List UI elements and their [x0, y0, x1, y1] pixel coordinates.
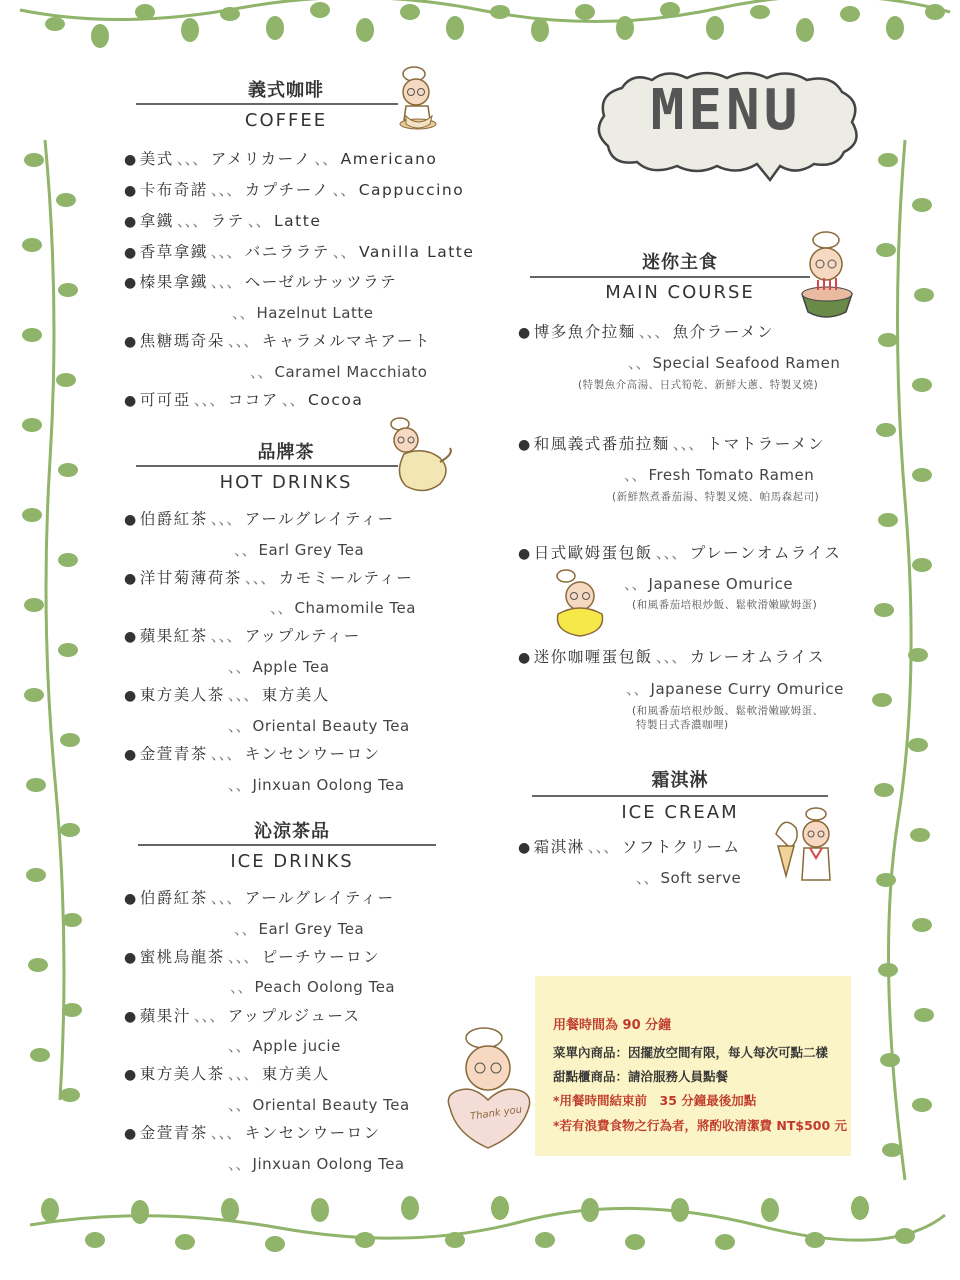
ice-item-apple-juice: [124, 1004, 361, 1026]
item-zh: 伯爵紅茶: [139, 510, 208, 528]
item-ja: ソフトクリーム: [621, 838, 741, 856]
main-item-tomato-ramen-note: (新鮮熬煮番茄湯、特製叉燒、帕馬森起司): [612, 491, 820, 503]
coffee-item-vanilla-latte: [124, 240, 474, 262]
item-en: Cappuccino: [358, 181, 465, 199]
bullet: ●: [124, 1009, 138, 1025]
separator: 、、: [332, 243, 357, 261]
coffee-title-en: COFFEE: [244, 110, 328, 131]
bullet: ●: [124, 245, 138, 261]
separator: 、、、: [210, 243, 242, 261]
item-ja: アールグレイティー: [244, 889, 395, 907]
hot-item-chamomile-en: [270, 597, 416, 618]
item-ja: ラテ: [210, 212, 245, 230]
ice-item-earl-grey: [124, 886, 395, 908]
item-ja: 東方美人: [261, 1065, 330, 1083]
separator: 、、: [234, 541, 257, 559]
main-item-curry-omurice-note: (和風番茄培根炒飯、鬆軟滑嫩歐姆蛋、: [632, 705, 824, 717]
coffee-rule: [136, 103, 398, 105]
item-ja: 東方美人: [261, 686, 330, 704]
main-item-omurice-note: (和風番茄培根炒飯、鬆軟滑嫩歐姆蛋): [632, 599, 818, 611]
item-zh: 卡布奇諾: [139, 181, 208, 199]
hot-item-earl-grey-en: [234, 539, 364, 560]
item-en: Earl Grey Tea: [258, 920, 365, 938]
item-en: Latte: [274, 212, 322, 230]
coffee-item-americano: [124, 147, 437, 169]
separator: 、、: [624, 575, 647, 593]
chef-teapot-illustration: [384, 414, 456, 496]
separator: 、、、: [655, 648, 687, 666]
chef-thank-you-illustration: [440, 1024, 538, 1154]
hot-item-chamomile: [124, 566, 413, 588]
bullet: ●: [518, 437, 532, 453]
item-en: Oriental Beauty Tea: [252, 717, 410, 735]
separator: 、、: [228, 776, 251, 794]
coffee-item-latte: [124, 209, 321, 231]
hot-drinks-title-zh: 品牌茶: [257, 442, 315, 463]
bullet: ●: [124, 183, 138, 199]
ice-item-jinxuan: [124, 1121, 381, 1143]
item-ja: アメリカーノ: [210, 150, 312, 168]
ice-item-earl-grey-en: [234, 918, 364, 939]
separator: 、、、: [210, 889, 242, 907]
separator: 、、、: [210, 1124, 242, 1142]
item-ja: アップルジュース: [227, 1007, 361, 1025]
item-zh: 日式歐姆蛋包飯: [533, 544, 653, 562]
separator: 、、: [628, 354, 651, 372]
bullet: ●: [518, 325, 532, 341]
notice-last-order: *用餐時間結束前 35 分鐘最後加點: [553, 1093, 757, 1108]
item-en: Oriental Beauty Tea: [252, 1096, 410, 1114]
main-item-curry-omurice: [518, 645, 825, 667]
item-en: Hazelnut Latte: [256, 304, 374, 322]
hot-item-earl-grey: [124, 507, 395, 529]
main-course-rule: [530, 276, 810, 278]
separator: 、、、: [227, 1065, 259, 1083]
main-item-omurice-en: [624, 573, 793, 594]
separator: 、、: [332, 181, 356, 199]
hot-item-jinxuan: [124, 742, 381, 764]
bullet: ●: [124, 393, 138, 409]
ice-item-apple-juice-en: [228, 1035, 341, 1056]
item-zh: 伯爵紅茶: [139, 889, 208, 907]
separator: 、、、: [587, 838, 619, 856]
separator: 、、: [636, 869, 659, 887]
separator: 、、: [250, 363, 273, 381]
bullet: ●: [518, 840, 532, 856]
notice-dessert-items: 甜點櫃商品：請洽服務人員點餐: [553, 1069, 729, 1084]
item-ja: カプチーノ: [244, 181, 330, 199]
separator: 、、、: [210, 273, 242, 291]
item-en: Chamomile Tea: [294, 599, 416, 617]
coffee-item-cocoa: [124, 388, 363, 410]
item-en: Jinxuan Oolong Tea: [252, 1155, 405, 1173]
bullet: ●: [124, 512, 138, 528]
item-zh: 美式: [139, 150, 174, 168]
separator: 、、、: [227, 948, 259, 966]
item-en: Special Seafood Ramen: [652, 354, 841, 372]
item-zh: 蘋果汁: [139, 1007, 191, 1025]
separator: 、、: [232, 304, 255, 322]
bullet: ●: [124, 688, 138, 704]
dining-notice-box: [535, 976, 851, 1156]
main-item-seafood-ramen-note: (特製魚介高湯、日式筍乾、新鮮大蔥、特製叉燒): [578, 379, 819, 391]
main-item-seafood-ramen-en: [628, 352, 840, 373]
main-item-omurice: [518, 541, 841, 563]
item-en: Americano: [340, 150, 438, 168]
separator: 、、: [234, 920, 257, 938]
ice-cream-item-soft-serve: [518, 835, 740, 857]
item-zh: 東方美人茶: [139, 1065, 225, 1083]
coffee-item-cappuccino: [124, 178, 464, 200]
item-en: Caramel Macchiato: [274, 363, 428, 381]
item-en: Fresh Tomato Ramen: [648, 466, 815, 484]
bullet: ●: [124, 334, 138, 350]
separator: 、、: [626, 680, 649, 698]
separator: 、、: [270, 599, 293, 617]
main-item-tomato-ramen: [518, 432, 825, 454]
separator: 、、: [228, 658, 251, 676]
item-en: Vanilla Latte: [359, 243, 475, 261]
item-ja: トマトラーメン: [706, 435, 825, 453]
separator: 、、: [228, 1155, 251, 1173]
ice-item-oriental-beauty-en: [228, 1094, 410, 1115]
separator: 、、: [228, 717, 251, 735]
separator: 、、: [624, 466, 647, 484]
separator: 、、、: [210, 181, 242, 199]
separator: 、、、: [193, 391, 225, 409]
thank-you-label: Thank you: [469, 1104, 523, 1123]
hot-item-apple-tea-en: [228, 656, 330, 677]
separator: 、、、: [227, 686, 259, 704]
bullet: ●: [124, 747, 138, 763]
bullet: ●: [518, 546, 532, 562]
bullet: ●: [124, 1126, 138, 1142]
item-zh: 霜淇淋: [533, 838, 585, 856]
bullet: ●: [518, 650, 532, 666]
notice-dining-time: 用餐時間為 90 分鐘: [553, 1018, 672, 1033]
separator: 、、、: [210, 745, 242, 763]
item-ja: バニララテ: [244, 243, 330, 261]
item-en: Apple jucie: [252, 1037, 341, 1055]
item-ja: 魚介ラーメン: [672, 323, 774, 341]
item-en: Jinxuan Oolong Tea: [252, 776, 405, 794]
item-zh: 焦糖瑪奇朵: [139, 332, 225, 350]
separator: 、、: [228, 1037, 251, 1055]
main-item-curry-omurice-en: [626, 678, 844, 699]
ice-cream-rule: [532, 795, 828, 797]
ice-item-peach-oolong-en: [230, 976, 395, 997]
separator: 、、、: [176, 212, 208, 230]
chef-ramen-illustration: [796, 228, 858, 326]
item-en: Earl Grey Tea: [258, 541, 365, 559]
menu-title: MENU: [650, 78, 802, 143]
item-zh: 蘋果紅茶: [139, 627, 208, 645]
separator: 、、: [247, 212, 272, 230]
bullet: ●: [124, 152, 138, 168]
hot-item-oriental-beauty: [124, 683, 330, 705]
separator: 、、、: [244, 569, 276, 587]
separator: 、、: [281, 391, 306, 409]
main-item-curry-omurice-note-2: 特製日式香濃咖哩): [636, 719, 729, 731]
item-en: Japanese Omurice: [648, 575, 794, 593]
item-zh: 可可亞: [139, 391, 191, 409]
coffee-item-hazelnut-latte-en: [232, 302, 373, 323]
ice-item-oriental-beauty: [124, 1062, 330, 1084]
item-zh: 金萱青茶: [139, 1124, 208, 1142]
hot-item-oriental-beauty-en: [228, 715, 410, 736]
item-zh: 拿鐵: [139, 212, 174, 230]
chef-ice-cream-illustration: [770, 804, 840, 890]
item-en: Japanese Curry Omurice: [650, 680, 844, 698]
separator: 、、、: [210, 627, 242, 645]
ice-item-peach-oolong: [124, 945, 380, 967]
ice-cream-title-en: ICE CREAM: [621, 802, 739, 823]
notice-menu-items: 菜單內商品：因擺放空間有限，每人每次可點二樣: [553, 1045, 829, 1060]
separator: 、、、: [638, 323, 670, 341]
item-ja: ココア: [227, 391, 279, 409]
separator: 、、、: [176, 150, 208, 168]
item-zh: 蜜桃烏龍茶: [139, 948, 225, 966]
coffee-item-caramel-macchiato-en: [250, 361, 427, 382]
bullet: ●: [124, 629, 138, 645]
item-ja: アールグレイティー: [244, 510, 395, 528]
item-ja: キンセンウーロン: [244, 745, 381, 763]
item-zh: 洋甘菊薄荷茶: [139, 569, 242, 587]
item-en: Cocoa: [308, 391, 364, 409]
hot-item-apple-tea: [124, 624, 361, 646]
separator: 、、、: [672, 435, 704, 453]
coffee-item-hazelnut-latte: [124, 270, 397, 292]
item-en: Soft serve: [660, 869, 742, 887]
separator: 、、、: [227, 332, 259, 350]
bullet: ●: [124, 214, 138, 230]
ice-cream-item-soft-serve-en: [636, 867, 741, 888]
main-course-title-en: MAIN COURSE: [605, 282, 755, 303]
item-en: Peach Oolong Tea: [254, 978, 396, 996]
item-zh: 迷你咖喱蛋包飯: [533, 648, 653, 666]
ice-drinks-title-en: ICE DRINKS: [230, 851, 354, 872]
hot-drinks-rule: [136, 465, 398, 467]
separator: 、、、: [655, 544, 687, 562]
item-en: Apple Tea: [252, 658, 330, 676]
item-ja: キンセンウーロン: [244, 1124, 381, 1142]
item-ja: キャラメルマキアート: [261, 332, 431, 350]
main-item-tomato-ramen-en: [624, 464, 814, 485]
separator: 、、、: [210, 510, 242, 528]
ice-drinks-rule: [138, 844, 436, 846]
separator: 、、: [314, 150, 338, 168]
hot-drinks-title-en: HOT DRINKS: [219, 472, 353, 493]
ice-cream-title-zh: 霜淇淋: [651, 770, 709, 791]
main-course-title-zh: 迷你主食: [642, 252, 718, 273]
item-zh: 金萱青茶: [139, 745, 208, 763]
item-zh: 榛果拿鐵: [139, 273, 208, 291]
bullet: ●: [124, 1067, 138, 1083]
item-ja: カレーオムライス: [689, 648, 825, 666]
ice-drinks-title-zh: 沁涼茶品: [254, 821, 330, 842]
separator: 、、: [228, 1096, 251, 1114]
main-item-seafood-ramen: [518, 320, 774, 342]
chef-omelette-illustration: [552, 566, 608, 638]
item-zh: 東方美人茶: [139, 686, 225, 704]
bullet: ●: [124, 571, 138, 587]
coffee-item-caramel-macchiato: [124, 329, 431, 351]
item-zh: 博多魚介拉麵: [533, 323, 636, 341]
item-ja: カモミールティー: [278, 569, 414, 587]
item-ja: アップルティー: [244, 627, 361, 645]
bullet: ●: [124, 891, 138, 907]
coffee-title-zh: 義式咖啡: [248, 80, 324, 101]
item-ja: ピーチウーロン: [261, 948, 381, 966]
ice-item-jinxuan-en: [228, 1153, 405, 1174]
item-zh: 香草拿鐵: [139, 243, 208, 261]
item-zh: 和風義式番茄拉麵: [533, 435, 670, 453]
bullet: ●: [124, 950, 138, 966]
bullet: ●: [124, 275, 138, 291]
item-ja: ヘーゼルナッツラテ: [244, 273, 398, 291]
separator: 、、: [230, 978, 253, 996]
item-ja: プレーンオムライス: [689, 544, 842, 562]
separator: 、、、: [193, 1007, 225, 1025]
chef-coffee-illustration: [392, 62, 448, 138]
hot-item-jinxuan-en: [228, 774, 405, 795]
notice-waste-fee: *若有浪費食物之行為者，將酌收清潔費 NT$500 元: [553, 1118, 848, 1133]
